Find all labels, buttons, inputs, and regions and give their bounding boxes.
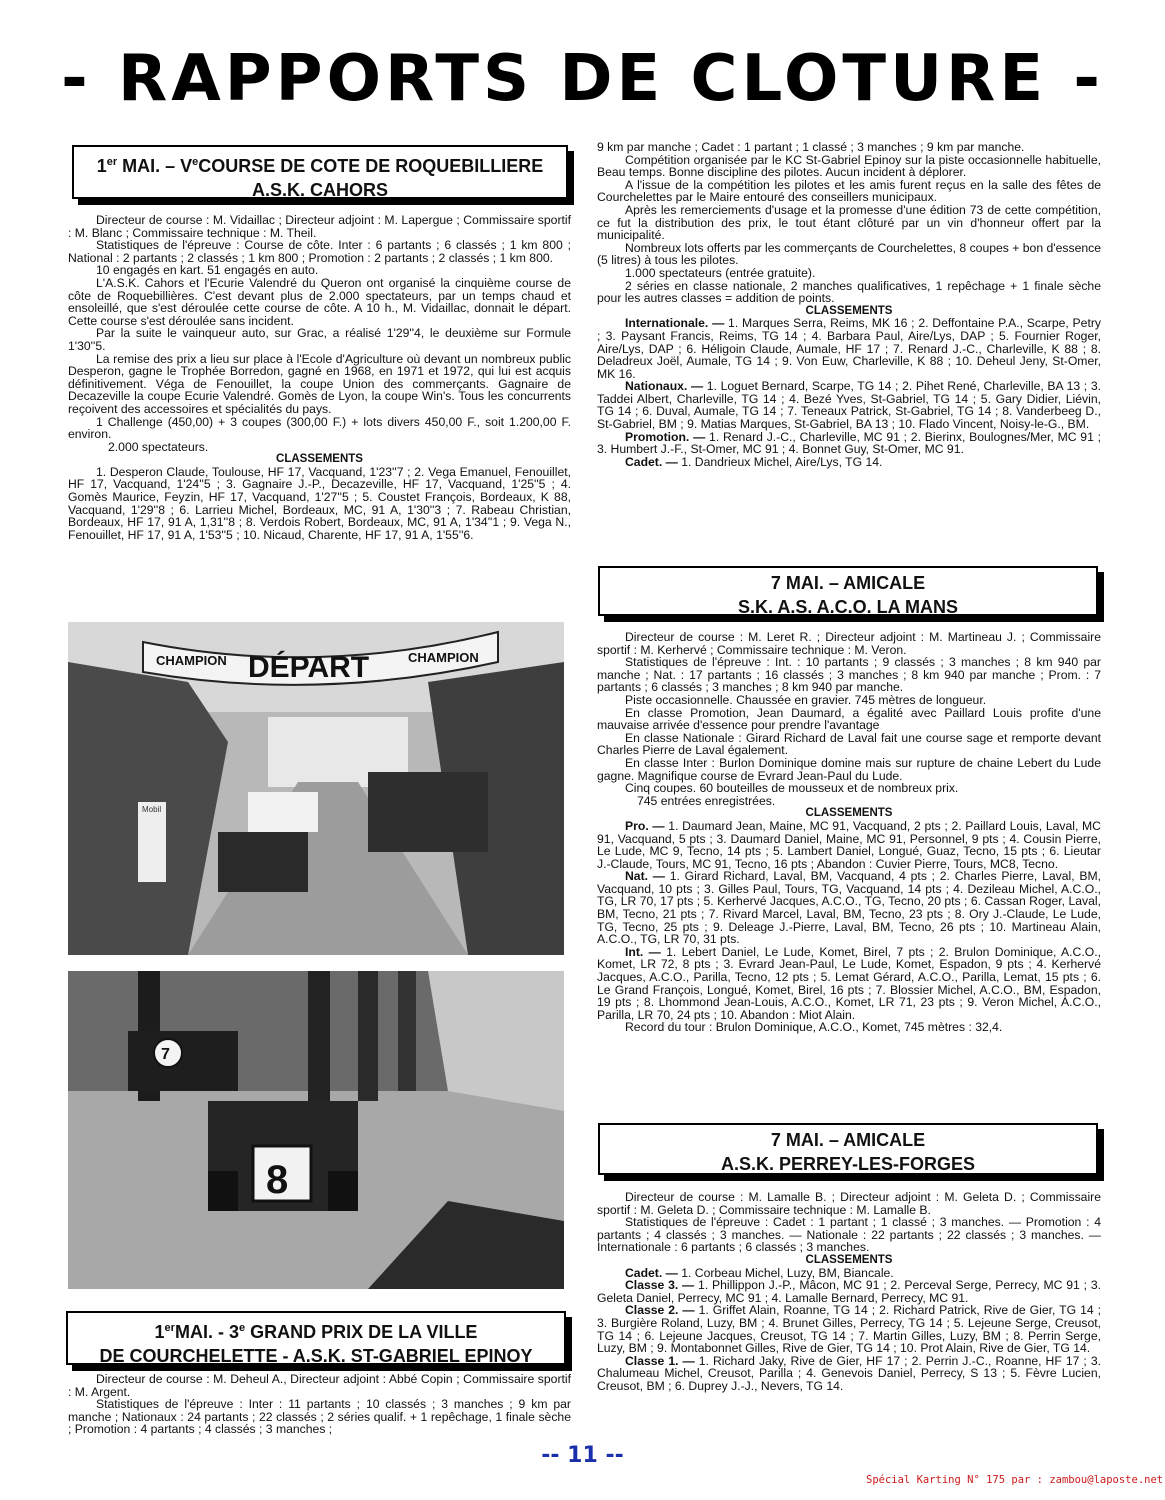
header-perrey (598, 1123, 1098, 1175)
header-le-mans-line1: 7 MAI. – AMICALE (770, 573, 926, 593)
roque-classements-heading: CLASSEMENTS (276, 453, 363, 466)
page-credit: Spécial Karting N° 175 par : zambou@laposte.net (866, 1474, 1164, 1486)
photo-karts-image (68, 971, 564, 1289)
courch-officials: Directeur de course : M. Deheul A., Directeur adjoint : Abbé Copin ; Commissaire sportif : M. Argent. (68, 1372, 571, 1399)
mans-nationale-report: En classe Nationale : Girard Richard de Laval fait une course sage et remporte devant Charles Pierre de Laval également. (597, 730, 1101, 758)
mans-pro-results: Pro. — 1. Daumard Jean, Maine, MC 91, Vacquand, 2 pts ; 2. Paillard Louis, Laval, MC 91, Vacquand, 5 pts ; 3. Daumard Daniel, Maine, MC 91, Personnel, 9 pts ; 4. Cousin Pierre, Le Lude, MC 9, Tecno, 14 pts ; 5. Lambert Daniel, Longué, Guaz, Tecno, 15 pts ; 6. Lieutar J.-Claude, Tours, MC 91, Tecno, 16 pts ; Abandon : Cuvier Pierre, Tours, MC8, Tecno. (597, 818, 1101, 871)
mans-entries: 745 entrées enregistrées. (637, 793, 776, 808)
page-masthead: - RAPPORTS DE CLOTURE - (61, 42, 1104, 116)
header-roquebilliere (72, 145, 568, 199)
courch-organisation: Compétition organisée par le KC St-Gabriel Epinoy sur la piste occasionnelle habituelle, Beau temps. Bonne discipline des pilotes. Aucun incident à déplorer. (597, 152, 1101, 180)
article-le-mans (597, 631, 1101, 1034)
article-roquebilliere (68, 214, 571, 541)
header-courchelette (66, 1311, 566, 1365)
photo-depart-image (68, 622, 564, 955)
mans-inter-report: En classe Inter : Burlon Dominique domine mais sur rupture de chaine Lebert du Lude gagne. Magnifique course de Evrard Jean-Paul du Lude. (597, 755, 1101, 783)
article-courchelette-start (68, 1373, 571, 1436)
roque-entries: 10 engagés en kart. 51 engagés en auto. (96, 263, 319, 278)
header-perrey-line2: A.S.K. PERREY-LES-FORGES (720, 1154, 976, 1174)
header-perrey-line1: 7 MAI. – AMICALE (770, 1130, 926, 1150)
courch-prizes: Après les remerciements d'usage et la promesse d'une édition 73 de cette compétition, ce fut la distribution des prix, le tout étant clôturé par un vin d'honneur offert par la municipalité. (597, 202, 1101, 243)
perrey-c3-results: Classe 3. — 1. Phillippon J.-P., Mâcon, MC 91 ; 2. Perceval Serge, Perrecy, MC 91 ; 3. Geleta Daniel, Perrecy, MC 91 ; 4. Lamalle Bernard, Perrecy, MC 91. (597, 1278, 1101, 1305)
roque-spectators: 2.000 spectateurs. (108, 439, 209, 454)
perrey-classements-heading: CLASSEMENTS (805, 1253, 893, 1266)
roque-results-note: Par la suite le vainqueur auto, sur Grac, a réalisé 1'29''4, le deuxième sur Formule 1'30''5. (68, 326, 571, 353)
photo-banner-left: CHAMPION (156, 653, 227, 668)
roque-prizes: La remise des prix a lieu sur place à l'Ecole d'Agriculture où devant un nombreux public Desperon, gagne le Trophée Borredon, gagné en 1968, en 1971 et 1972, qui lui est acquis définitivement. Véga de Fenouillet, la coupe Union des commerçants. Gagnaire de Decazeville la coupe Ecurie Valendré. Gomès de Lyon, la coupe Win's. Tous les concurrents reçoivent des accessoires et spécialités du pays. (68, 351, 571, 416)
header-courchelette-line1: 1erMAI. - 3e GRAND PRIX DE LA VILLE (154, 1322, 478, 1342)
roque-prize-total: 1 Challenge (450,00) + 3 coupes (300,00 F.) + lots divers 450,00 F., soit 1.200,00 F. environ. (68, 414, 571, 442)
courch-lots: Nombreux lots offerts par les commerçants de Courchelettes, 8 coupes + bon d'essence (5 litres) à tous les pilotes. (597, 240, 1101, 268)
photo-depart (68, 622, 564, 955)
mans-officials: Directeur de course : M. Leret R. ; Directeur adjoint : M. Martineau J. ; Commissaire sportif : M. Kerhervé ; Commissaire technique : M. Veron. (597, 630, 1101, 657)
page-number: -- 11 -- (541, 1443, 624, 1468)
courch-spectators: 1.000 spectateurs (entrée gratuite). (625, 265, 816, 280)
header-le-mans (598, 566, 1098, 616)
perrey-stats: Statistiques de l'épreuve : Cadet : 1 partant ; 1 classé ; 3 manches. — Promotion : 4 partants ; 4 classés ; 3 manches. — Nationale : 22 partants ; 22 classés ; 3 manches. — Internationale : 6 partants ; 6 classés ; 3 manches. (597, 1215, 1101, 1255)
courch-stats: Statistiques de l'épreuve : Inter : 11 partants ; 10 classés ; 3 manches ; 9 km par manche ; Nationaux : 24 partants ; 22 classés ; 2 séries qualif. + 1 repêchage, 1 finale sèche ; Promotion : 4 partants ; 4 classés ; 3 manches ; (68, 1397, 571, 1437)
kart-number-7: 7 (161, 1046, 170, 1063)
mans-nat-results: Nat. — 1. Girard Richard, Laval, BM, Vacquand, 4 pts ; 2. Charles Pierre, Laval, BM, Vacquand, 10 pts ; 3. Gilles Paul, Tours, TG, Vacquand, 14 pts ; 4. Dezileau Michel, A.C.O., TG, LR 70, 17 pts ; 5. Kerhervé Jacques, A.C.O., TG, Tecno, 20 pts ; 6. Cassan Roger, Laval, BM, Tecno, 21 pts ; 7. Rivard Marcel, Laval, BM, Tecno, 23 pts ; 8. Ory J.-Claude, Le Lude, TG, Tecno, 25 pts ; 9. Deleage J.-Pierre, Laval, BM, Tecno, 26 pts ; 10. Martineau Alain, A.C.O., TG, LR 70, 31 pts. (597, 869, 1101, 947)
header-roquebilliere-line2: A.S.K. CAHORS (251, 180, 388, 200)
mans-promotion-report: En classe Promotion, Jean Daumard, a égalité avec Paillard Louis profite d'une mauvaise arrivée d'essence pour prendre l'avantage (597, 705, 1101, 733)
perrey-cad-results: Cadet. — 1. Corbeau Michel, Luzy, BM, Biancale. (625, 1265, 894, 1280)
header-courchelette-line2: DE COURCHELETTE - A.S.K. ST-GABRIEL EPINOY (99, 1346, 533, 1366)
photo-karts (68, 971, 564, 1289)
perrey-officials: Directeur de course : M. Lamalle B. ; Directeur adjoint : M. Geleta D. ; Commissaire sportif : M. Geleta D. ; Commissaire technique : M. Lamalle B. (597, 1190, 1101, 1217)
perrey-c2-results: Classe 2. — 1. Griffet Alain, Roanne, TG 14 ; 2. Richard Patrick, Rive de Gier, TG 14 ; 3. Burgière Roland, Luzy, BM ; 4. Brunet Gilles, Perrecy, TG 14 ; 5. Lejeune Serge, Creusot, TG 14 ; 6. Lejeune Jacques, Creusot, TG 14 ; 7. Martin Gilles, Luzy, BM ; 8. Perrin Serge, Luzy, BM ; 9. Montabonnet Gilles, Rive de Gier, TG 14 ; 10. Prot Alain, Rive de Gier, TG 14. (597, 1303, 1101, 1356)
roque-results: 1. Desperon Claude, Toulouse, HF 17, Vacquand, 1'23''7 ; 2. Vega Emanuel, Fenouillet, HF 17, Vacquand, 1'24''5 ; 3. Gagnaire J.-P., Decazeville, HF 17, Vacquand, 1'25''5 ; 4. Gomès Maurice, Feyzin, HF 17, Vacquand, 1'27''5 ; 5. Coustet François, Bordeaux, K 88, Vacquand, 1'29''8 ; 6. Larrieu Michel, Bordeaux, MC, 91 A, 1'30''3 ; 7. Rabeau Christian, Bordeaux, HF 17, 91 A, 1,31''8 ; 8. Verdois Robert, Bordeaux, MC, 91 A, 1'34''1 ; 9. Vega N., Fenouillet, HF 17, 91 A, 1'53''5 ; 10. Nicaud, Charente, HF 17, 91 A, 1'55''6. (68, 464, 571, 542)
photo-coat-text: Mobil (142, 805, 162, 814)
header-roquebilliere-line1: 1er MAI. – VeCOURSE DE COTE DE ROQUEBILLIERE (96, 156, 544, 176)
mans-prizes: Cinq coupes. 60 bouteilles de mousseux et de nombreux prix. (625, 781, 959, 796)
courch-reception: A l'issue de la compétition les pilotes et les amis furent reçus en la salle des fêtes de Courchelettes par le Maire entouré des conseillers municipaux. (597, 177, 1101, 205)
courch-pro-results: Promotion. — 1. Renard J.-C., Charleville, MC 91 ; 2. Bierinx, Boulognes/Mer, MC 91 ; 3. Humbert J.-F., St-Omer, MC 91 ; 4. Bonnet Guy, St-Omer, MC 91. (597, 429, 1101, 457)
roque-officials: Directeur de course : M. Vidaillac ; Directeur adjoint : M. Lapergue ; Commissaire sportif : M. Blanc ; Commissaire technique : M. Theil. (68, 213, 571, 240)
roque-stats: Statistiques de l'épreuve : Course de côte. Inter : 6 partants ; 6 classés ; 1 km 800 ; National : 2 partants ; 2 classés ; 1 km 800 ; Promotion : 2 partants ; 2 classés ; 1 km 800. (68, 238, 571, 265)
courch-classements-heading: CLASSEMENTS (805, 304, 893, 317)
courch-cad-results: Cadet. — 1. Dandrieux Michel, Aire/Lys, TG 14. (625, 454, 883, 469)
header-le-mans-line2: S.K. A.S. A.C.O. LA MANS (737, 597, 958, 617)
mans-stats: Statistiques de l'épreuve : Int. : 10 partants ; 9 classés ; 3 manches ; 8 km 940 par manche ; Nat. : 17 partants ; 16 classés ; 3 manches ; 8 km 940 par manche ; Prom. : 7 partants ; 6 classés ; 3 manches ; 8 km 940 par manche. (597, 655, 1101, 695)
mans-classements-heading: CLASSEMENTS (805, 807, 893, 820)
photo-banner-depart: DÉPART (248, 651, 370, 684)
kart-number-8: 8 (266, 1158, 289, 1202)
roque-report: L'A.S.K. Cahors et l'Ecurie Valendré du Queron ont organisé la cinquième course de côte de Roquebillières. C'est devant plus de 2.000 spectateurs, par un temps chaud et ensoleillé, que s'est déroulée cette course de côte. A 10 h., M. Vidaillac, donnait le départ. Cette course s'est déroulée sans incident. (68, 275, 571, 328)
courch-nat-results: Nationaux. — 1. Loguet Bernard, Scarpe, TG 14 ; 2. Pihet René, Charleville, BA 13 ; 3. Taddei Albert, Charleville, TG 14 ; 4. Bezé Yves, St-Gabriel, TG 14 ; 5. Gary Didier, Liévin, TG 14 ; 6. Duval, Aumale, TG 14 ; 7. Teneaux Patrick, St-Gabriel, TG 14 ; 8. Vanderbeeg D., St-Gabriel, BM ; 9. Matias Marques, St-Gabriel, BA 13 ; 10. Flado Vincent, Noisy-le-G., BM. (597, 379, 1101, 432)
mans-track: Piste occasionnelle. Chaussée en gravier. 745 mètres de longueur. (625, 692, 987, 707)
perrey-c1-results: Classe 1. — 1. Richard Jaky, Rive de Gier, HF 17 ; 2. Perrin J.-C., Roanne, HF 17 ; 3. Chalumeau Michel, Creusot, Parilla ; 4. Genevois Daniel, Perrecy, S 13 ; 5. Fèvre Lucien, Creusot, BM ; 6. Duprey J.-J., Nevers, TG 14. (597, 1353, 1101, 1393)
article-perrey (597, 1191, 1101, 1393)
courch-int-results: Internationale. — 1. Marques Serra, Reims, MK 16 ; 2. Deffontaine P.A., Scarpe, Petry ; 3. Paysant Francis, Reims, TG 14 ; 4. Barbara Paul, Aire/Lys, DAP ; 5. Fournier Roger, Aire/Lys, DAP ; 6. Héligoin Claude, Aumale, HF 17 ; 7. Renard J.-C., Charleville, K 88 ; 8. Deladreux Joël, Aumale, TG 14 ; 9. Von Euw, Charleville, K 88 ; 10. Deheul Jeny, St-Omer, MK 16. (597, 316, 1101, 381)
mans-record: Record du tour : Brulon Dominique, A.C.O., Komet, 745 mètres : 32,4. (625, 1020, 1003, 1035)
courch-format: 2 séries en classe nationale, 2 manches qualificatives, 1 repêchage + 1 finale sèche pour les autres classes = addition de points. (597, 278, 1101, 306)
courch-stats-cont: 9 km par manche ; Cadet : 1 partant ; 1 classé ; 3 manches ; 9 km par manche. (597, 140, 1025, 154)
mans-int-results: Int. — 1. Lebert Daniel, Le Lude, Komet, Birel, 7 pts ; 2. Brulon Dominique, A.C.O., Komet, LR 72, 8 pts ; 3. Evrard Jean-Paul, Le Lude, Komet, Espadon, 9 pts ; 4. Kerhervé Jacques, A.C.O., Parilla, Tecno, 12 pts ; 5. Lemat Gérard, A.C.O., Parilla, Lemat, 15 pts ; 6. Le Grand François, Longué, Komet, Birel, 16 pts ; 7. Blossier Michel, A.C.O., BM, Espadon, 19 pts ; 8. Lhommond Jean-Louis, A.C.O., Komet, LR 71, 23 pts ; 9. Veron Michel, A.C.O., Parilla, LR 70, 24 pts ; 10. Abandon : Miot Alain. (597, 944, 1101, 1022)
photo-banner-right: CHAMPION (408, 650, 479, 665)
article-courchelette-cont (597, 141, 1101, 468)
